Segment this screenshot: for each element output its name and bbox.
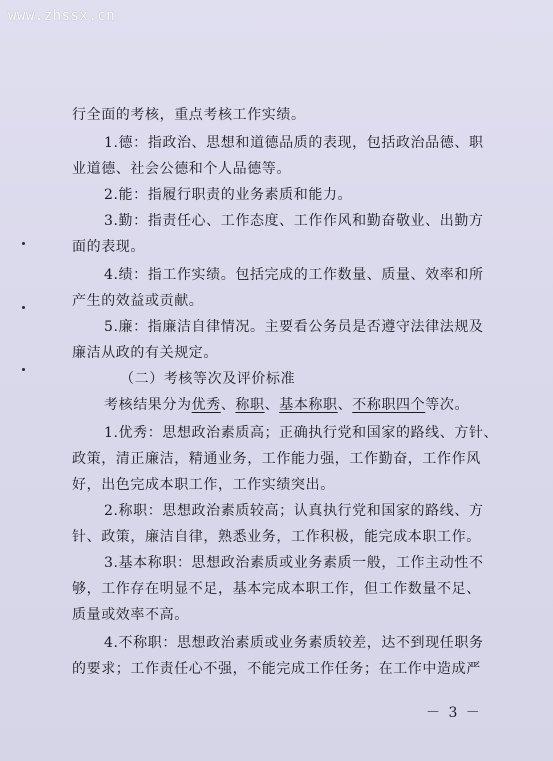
- body-line: 1.德：指政治、思想和道德品质的表现，包括政治品德、职: [104, 135, 484, 151]
- body-line: 2.称职：思想政治素质较高；认真执行党和国家的路线、方: [104, 503, 484, 519]
- grade-basic: 基本称职: [279, 397, 338, 413]
- body-line: 5.廉：指廉洁自律情况。主要看公务员是否遵守法律法规及: [104, 319, 484, 335]
- body-line: 产生的效益或贡献。: [72, 293, 204, 309]
- watermark: www.zhssx.cn: [8, 8, 116, 24]
- scan-dot: [22, 368, 25, 371]
- body-line: 够，工作存在明显不足，基本完成本职工作，但工作数量不足、: [72, 581, 481, 597]
- grades-prefix: 考核结果分为: [104, 397, 192, 413]
- separator: 、: [337, 397, 353, 413]
- separator: 、: [264, 397, 280, 413]
- body-line: 质量或效率不高。: [72, 607, 189, 623]
- body-line: 业道德、社会公德和个人品德等。: [72, 161, 291, 177]
- grades-line: [104, 394, 469, 416]
- body-line: 廉洁从政的有关规定。: [72, 345, 218, 361]
- scan-dot: [22, 306, 25, 309]
- body-line: 针、政策，廉洁自律，熟悉业务，工作积极，能完成本职工作。: [72, 529, 481, 545]
- scan-dot: [22, 242, 25, 245]
- body-line: 4.绩：指工作实绩。包括完成的工作数量、质量、效率和所: [104, 267, 484, 283]
- grade-excellent: 优秀: [191, 397, 221, 413]
- body-line: 1.优秀：思想政治素质高；正确执行党和国家的路线、方针、: [104, 425, 499, 441]
- body-line: 面的表现。: [72, 239, 145, 255]
- body-line: 2.能：指履行职责的业务素质和能力。: [104, 187, 353, 203]
- body-line: 3.基本称职：思想政治素质或业务素质一般，工作主动性不: [104, 555, 484, 571]
- grade-competent: 称职: [235, 397, 265, 413]
- section-heading: （二）考核等次及评价标准: [120, 371, 296, 387]
- body-line: 政策，清正廉洁，精通业务，工作能力强，工作勤奋，工作作风: [72, 451, 481, 467]
- page-number: － 3 －: [426, 705, 482, 721]
- grades-suffix: 等次。: [425, 397, 470, 413]
- body-line: 好，出色完成本职工作，工作实绩突出。: [72, 477, 335, 493]
- body-line: 4.不称职：思想政治素质或业务素质较差，达不到现任职务: [104, 635, 484, 651]
- body-line: 3.勤：指责任心、工作态度、工作作风和勤奋敬业、出勤方: [104, 213, 484, 229]
- body-line: 的要求；工作责任心不强，不能完成工作任务；在工作中造成严: [72, 661, 481, 677]
- grade-incompetent: 不称职四个: [352, 397, 426, 413]
- separator: 、: [220, 397, 236, 413]
- body-line: 行全面的考核，重点考核工作实绩。: [72, 107, 306, 123]
